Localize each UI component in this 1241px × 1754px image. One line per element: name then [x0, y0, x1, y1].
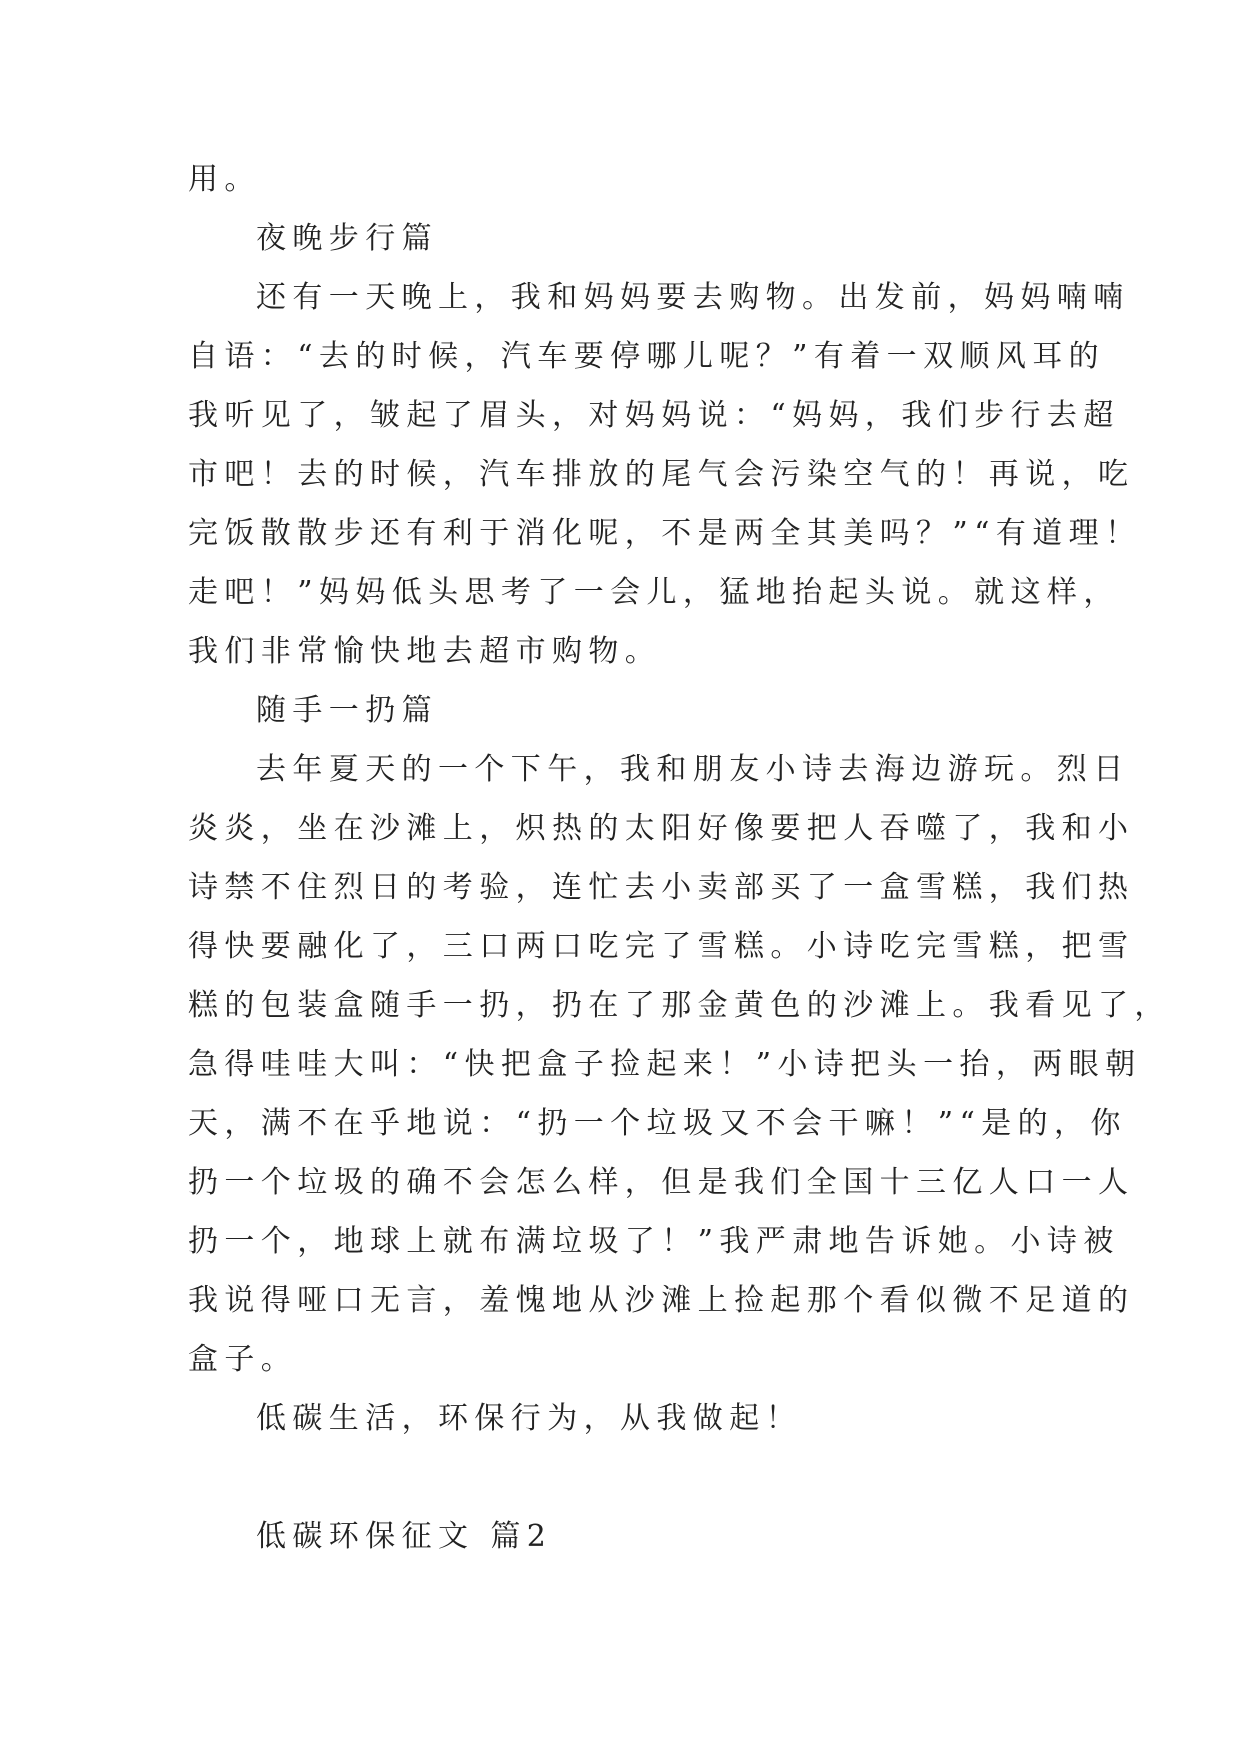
paragraph-line: 还有一天晚上，我和妈妈要去购物。出发前，妈妈喃喃	[256, 280, 1130, 315]
paragraph-line: 完饭散散步还有利于消化呢，不是两全其美吗？”“有道理！	[188, 516, 1142, 551]
paragraph-line: 我们非常愉快地去超市购物。	[188, 634, 662, 669]
paragraph-line: 盒子。	[188, 1342, 298, 1377]
paragraph-line: 用。	[188, 162, 261, 197]
paragraph-line: 走吧！”妈妈低头思考了一会儿，猛地抬起头说。就这样，	[188, 575, 1120, 610]
paragraph-line: 诗禁不住烈日的考验，连忙去小卖部买了一盒雪糕，我们热	[188, 870, 1135, 905]
paragraph-line: 天，满不在乎地说：“扔一个垃圾又不会干嘛！”“是的，你	[188, 1106, 1127, 1141]
blank-spacer	[188, 1448, 1054, 1507]
paragraph-line: 急得哇哇大叫：“快把盒子捡起来！”小诗把头一抬，两眼朝	[188, 1047, 1142, 1082]
section-heading-littering: 随手一扔篇	[256, 693, 438, 728]
paragraph-line: 自语：“去的时候，汽车要停哪儿呢？”有着一双顺风耳的	[188, 339, 1106, 374]
paragraph-line: 炎炎，坐在沙滩上，炽热的太阳好像要把人吞噬了，我和小	[188, 811, 1135, 846]
paragraph-line: 扔一个垃圾的确不会怎么样，但是我们全国十三亿人口一人	[188, 1165, 1135, 1200]
paragraph-line: 扔一个，地球上就布满垃圾了！”我严肃地告诉她。小诗被	[188, 1224, 1120, 1259]
next-article-heading: 低碳环保征文 篇2	[256, 1519, 553, 1554]
paragraph-line: 去年夏天的一个下午，我和朋友小诗去海边游玩。烈日	[256, 752, 1130, 787]
document-page	[188, 150, 1171, 1566]
paragraph-line: 我说得哑口无言，羞愧地从沙滩上捡起那个看似微不足道的	[188, 1283, 1135, 1318]
paragraph-line: 市吧！去的时候，汽车排放的尾气会污染空气的！再说，吃	[188, 457, 1135, 492]
section-heading-night-walk: 夜晚步行篇	[256, 221, 438, 256]
paragraph-line: 糕的包装盒随手一扔，扔在了那金黄色的沙滩上。我看见了，	[188, 988, 1171, 1023]
paragraph-line: 得快要融化了，三口两口吃完了雪糕。小诗吃完雪糕，把雪	[188, 929, 1135, 964]
paragraph-line: 我听见了，皱起了眉头，对妈妈说：“妈妈，我们步行去超	[188, 398, 1120, 433]
closing-slogan: 低碳生活，环保行为，从我做起！	[256, 1401, 802, 1436]
